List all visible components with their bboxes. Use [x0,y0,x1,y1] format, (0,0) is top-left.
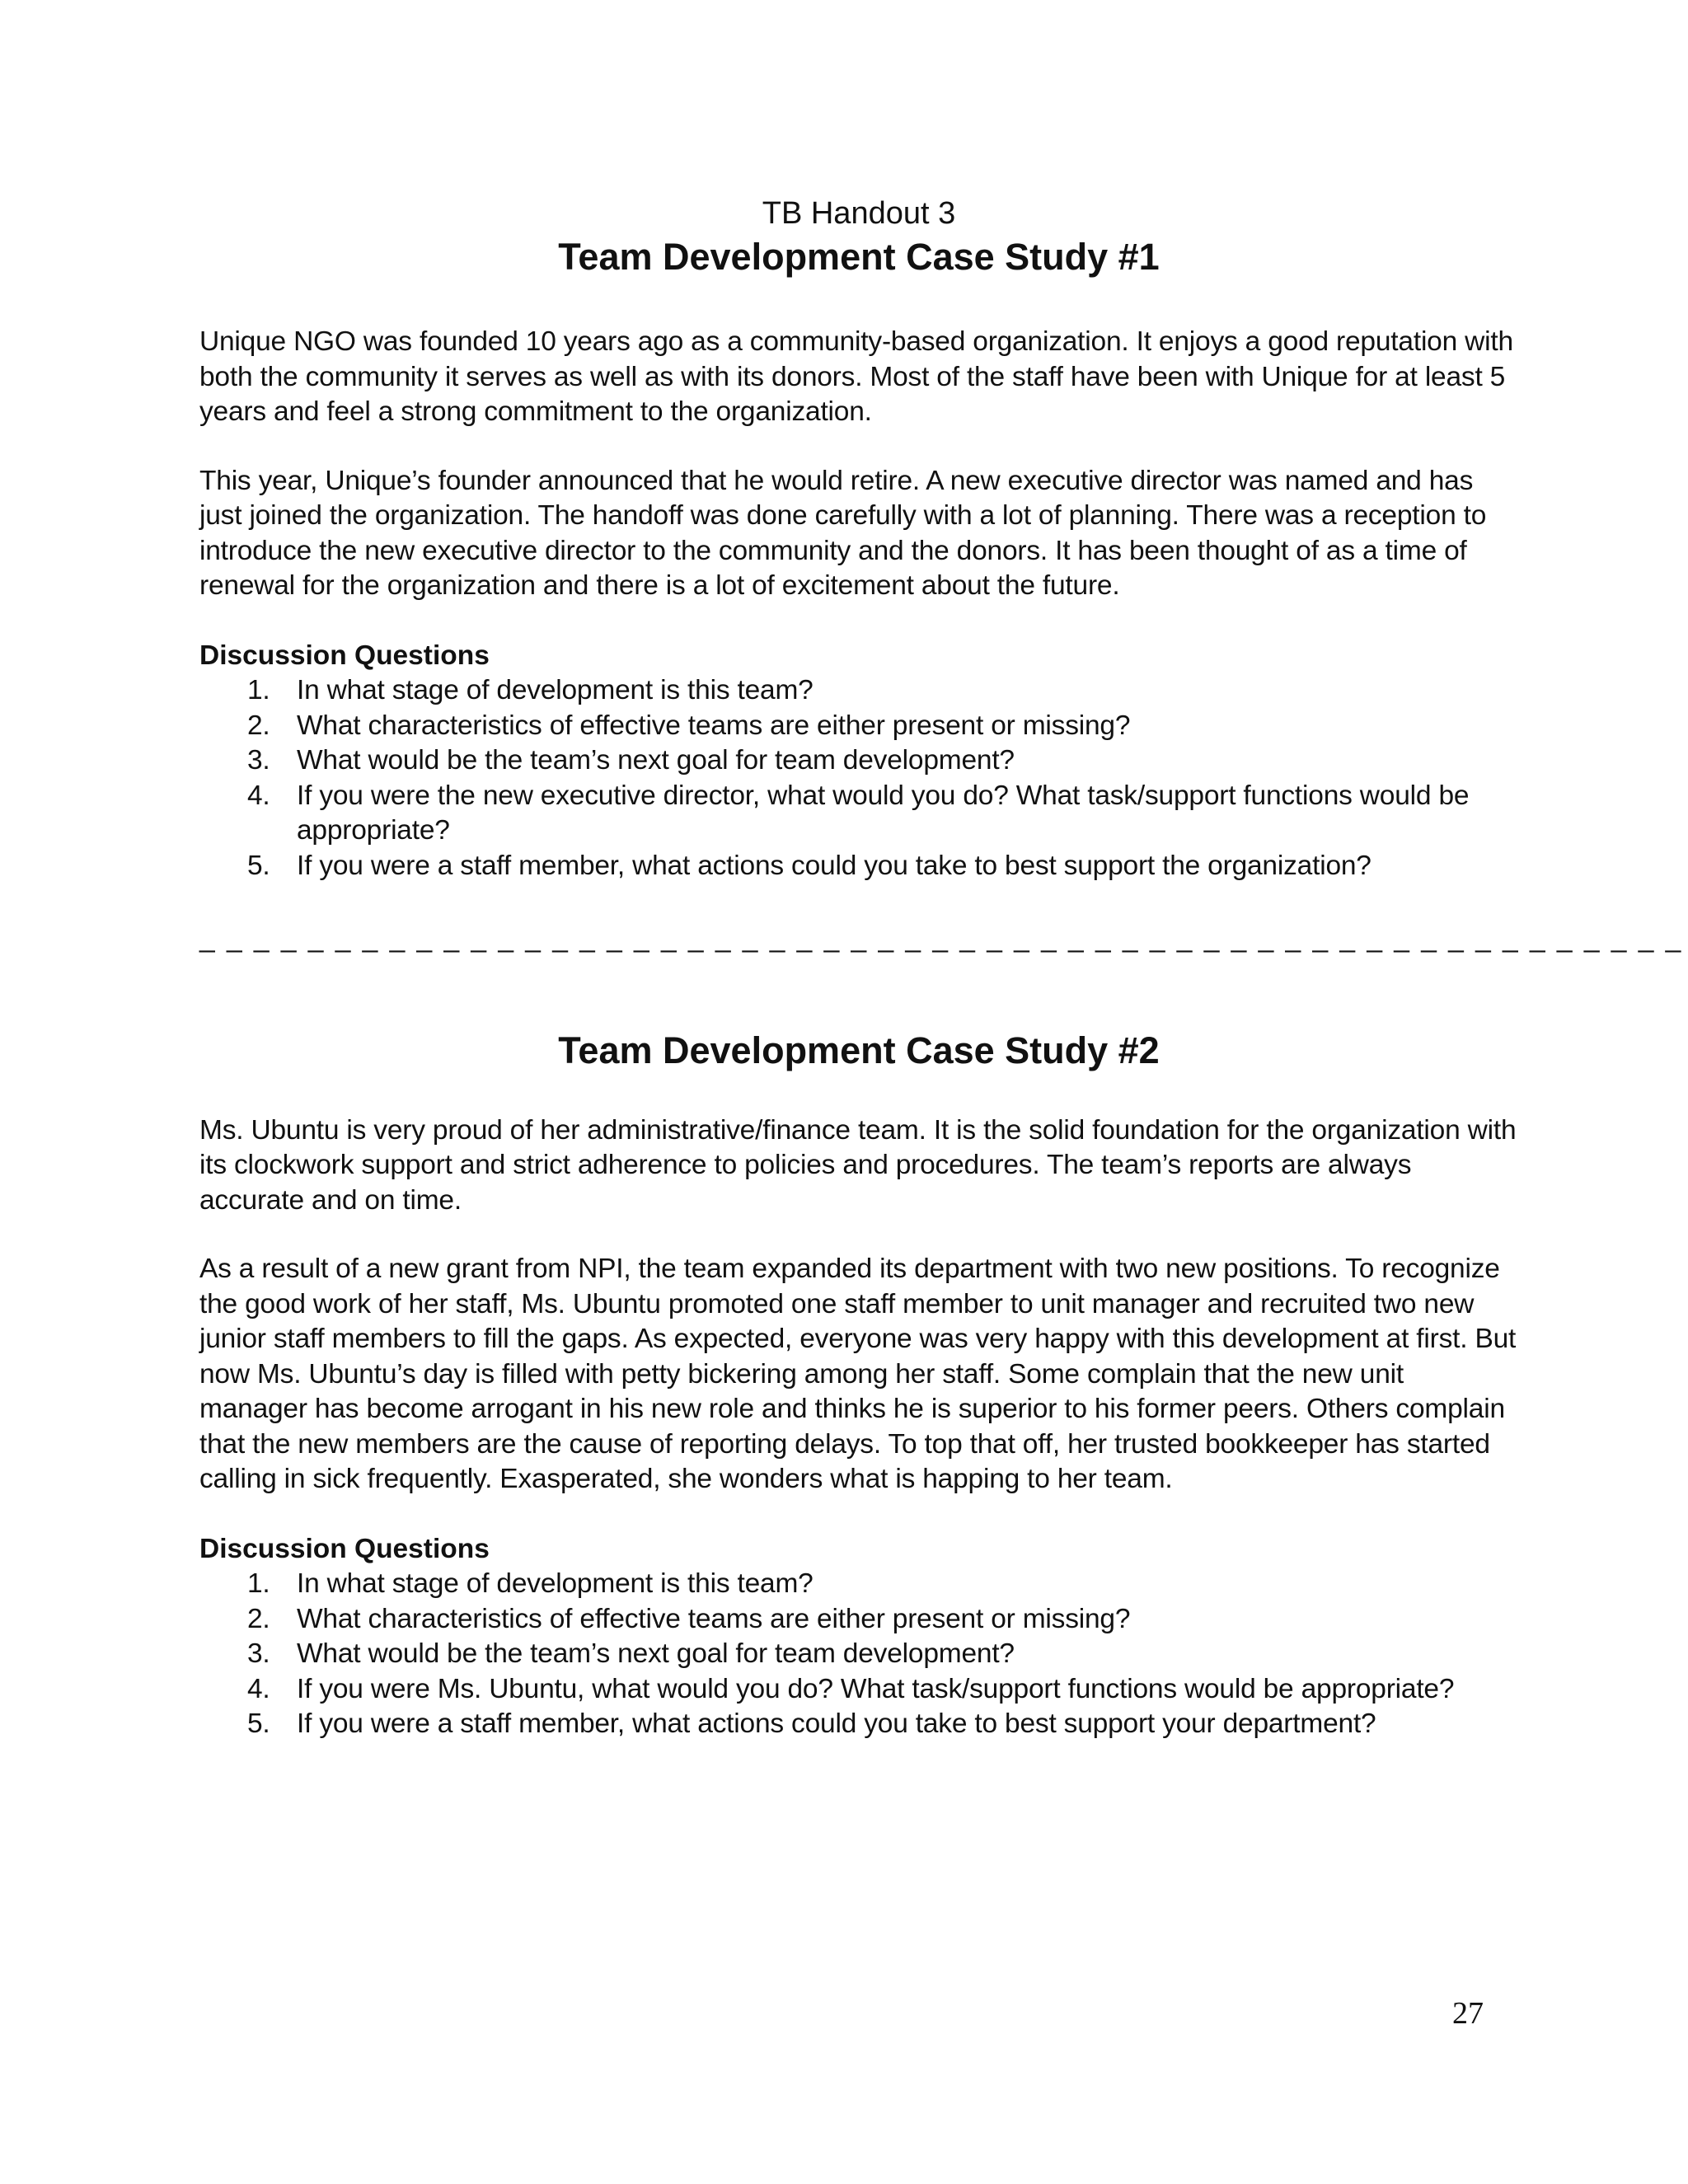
question-number: 5. [247,850,270,881]
question-text: If you were Ms. Ubuntu, what would you do? What task/support functions would be appropriate? [297,1673,1455,1704]
case-study-1-paragraph: This year, Unique’s founder announced that he would retire. A new executive director was named and has just joined the organization. The handoff was done carefully with a lot of planning. There was a reception to introduce the new executive director to the community and the donors. It has been thought of as a time of renewal for the organization and there is a lot of excitement about the future. [199,465,1487,601]
question-item [199,849,1518,884]
question-number: 5. [247,1708,270,1739]
question-item [199,1707,1518,1742]
question-item [199,709,1518,744]
question-item [199,673,1518,709]
question-item [199,1567,1518,1602]
question-number: 2. [247,710,270,741]
question-item [199,743,1518,779]
question-text: If you were a staff member, what actions could you take to best support your department? [297,1708,1376,1739]
page-number: 27 [1452,1996,1484,2031]
question-text: In what stage of development is this team? [297,675,814,705]
question-number: 3. [247,745,270,776]
question-number: 3. [247,1638,270,1669]
case-study-1-title: Team Development Case Study #1 [558,236,1160,278]
case-study-2-title: Team Development Case Study #2 [558,1029,1160,1071]
case-study-1-question-list [199,673,1518,883]
question-text: If you were a staff member, what actions could you take to best support the organization? [297,850,1372,881]
question-text: What would be the team’s next goal for team development? [297,745,1015,776]
question-item [199,1602,1518,1638]
question-number: 1. [247,675,270,705]
question-text: What characteristics of effective teams are either present or missing? [297,1603,1131,1634]
case-study-2-question-list [199,1567,1518,1742]
question-text: What would be the team’s next goal for team development? [297,1638,1015,1669]
case-study-1-discussion-heading: Discussion Questions [199,640,490,671]
case-study-2-paragraph: As a result of a new grant from NPI, the team expanded its department with two new positions. To recognize the good work of her staff, Ms. Ubuntu promoted one staff member to unit manager and recruited two new junior staff members to fill the gaps. As expected, everyone was very happy with this development at first. But now Ms. Ubuntu’s day is filled with petty bickering among her staff. Some complain that the new unit manager has become arrogant in his new role and thinks he is superior to his former peers. Others complain that the new members are the cause of reporting delays. To top that off, her trusted bookkeeper has started calling in sick frequently. Exasperated, she wonders what is happing to her team. [199,1254,1517,1494]
question-number: 1. [247,1568,270,1599]
question-number: 4. [247,1673,270,1704]
question-item [199,1637,1518,1672]
question-text: What characteristics of effective teams are either present or missing? [297,710,1131,741]
case-study-1-paragraph: Unique NGO was founded 10 years ago as a community-based organization. It enjoys a good reputation with both the community it serves as well as with its donors. Most of the staff have been with Unique for at least 5 years and feel a strong commitment to the organization. [199,326,1513,427]
question-number: 2. [247,1603,270,1634]
question-number: 4. [247,780,270,811]
question-text: In what stage of development is this team? [297,1568,814,1599]
handout-label: TB Handout 3 [762,196,956,231]
question-item [199,1672,1518,1708]
question-text: If you were the new executive director, what would you do? What task/support functions would be appropriate? [297,780,1470,846]
case-study-2-paragraph: Ms. Ubuntu is very proud of her administrative/finance team. It is the solid foundation for the organization with its clockwork support and strict adherence to policies and procedures. The team’s reports are always accurate and on time. [199,1114,1517,1216]
question-item [199,779,1518,849]
case-study-2-discussion-heading: Discussion Questions [199,1533,490,1564]
page-content [199,194,1683,1742]
dashed-separator: _ _ _ _ _ _ _ _ _ _ _ _ _ _ _ _ _ _ _ _ _ _ _ _ _ _ _ _ _ _ _ _ _ _ _ _ _ _ _ _ _ _ _ _ _ _ _ _ _ _ _ _ _ _ _ [199,923,1683,954]
